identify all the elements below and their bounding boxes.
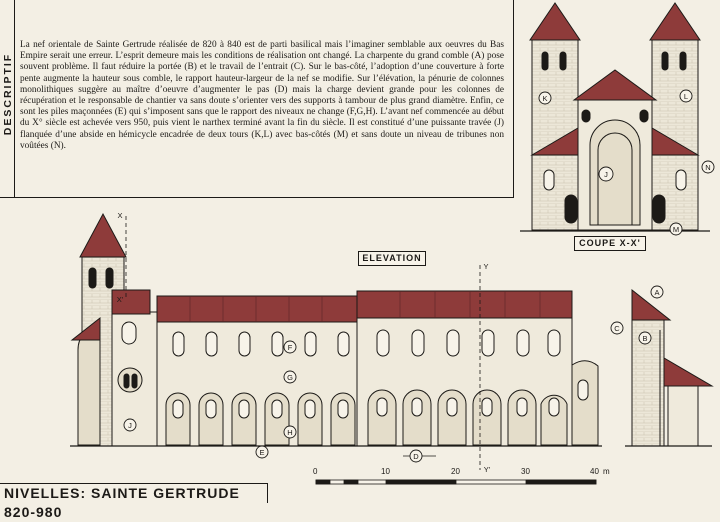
page-title: NIVELLES: SAINTE GERTRUDE 820-980 [0, 483, 268, 503]
coupe-label: COUPE X-X' [574, 236, 646, 251]
marker-m-label: M [672, 225, 680, 234]
west-tower-roof [80, 214, 126, 257]
section-yp-label: Y' [483, 465, 491, 474]
marker-j-elev-label: J [128, 421, 132, 430]
descriptif-text: La nef orientale de Sainte Gertrude réalisée de 820 à 840 est de parti basilical mais l’imaginer semblable aux oeuvres du Bas Empire serait une erreur. L’esprit demeure mais les conditions de réalisation ont changé. La charpente du grand comble (A) pose souvent problème. Il faut réduire la portée (B) et le travail de l’entrait (C). Sur le bas-côté, l’adoption d’une couverture à forte pente augmente la hauteur sous comble, le rapport hauteur-largeur de la nef se modifie. Sur l’élévation, la pénurie de colonnes monolithiques suggère au maître d’oeuvre d’augmenter le pas (D) mais la charge devient grande pour les colonnes de récupération et le responsable de chantier va sans doute s’orienter vers des supports à tambour de plus grand diamètre. Enfin, ce sont les piles maçonnées (E) qui s’imposent sans que le rapport des niveaux ne change (F,G,H). L’avant nef commencée au début du X° siècle est achevée vers 950, puis vient le narthex terminé avant la fin du siècle. Il est constitué d’une puissante travée (J) flanquée d’une abside en hémicycle encadrée de deux tours (K,L) avec bas-côtés (M) et sans doute un niveau de tribunes non voûtées (N). [20, 40, 504, 151]
scale-tick-10: 10 [381, 467, 390, 476]
central-roof [574, 70, 656, 100]
tower-l-roof [650, 3, 700, 40]
descriptif-heading: DESCRIPTIF [2, 52, 14, 136]
section-xp-label: X' [116, 295, 124, 304]
marker-j-section-label: J [604, 170, 608, 179]
scale-bar [316, 480, 596, 484]
marker-c-label: C [614, 324, 620, 333]
marker-a-label: A [654, 288, 660, 297]
marker-n-label: N [705, 163, 711, 172]
marker-h-label: H [287, 428, 293, 437]
elevation-label: ELEVATION [358, 251, 426, 266]
section-y-label: Y [483, 262, 489, 271]
marker-d-label: D [413, 452, 419, 461]
marker-g-label: G [287, 373, 293, 382]
scale-tick-30: 30 [521, 467, 530, 476]
marker-k-label: K [542, 94, 548, 103]
scale-unit: m [603, 467, 610, 476]
marker-e-label: E [259, 448, 265, 457]
nave-west-roof [157, 296, 357, 322]
scale-tick-20: 20 [451, 467, 460, 476]
marker-l-label: L [683, 92, 689, 101]
side-section-drawing [625, 290, 712, 446]
marker-f-label: F [287, 343, 293, 352]
scale-tick-0: 0 [313, 467, 318, 476]
section-x-label: X [117, 211, 123, 220]
scale-tick-40: 40 [590, 467, 599, 476]
marker-b-label: B [642, 334, 648, 343]
tower-k-roof [530, 3, 580, 40]
elevation-drawing [70, 214, 602, 470]
cross-section-drawing [520, 3, 710, 231]
